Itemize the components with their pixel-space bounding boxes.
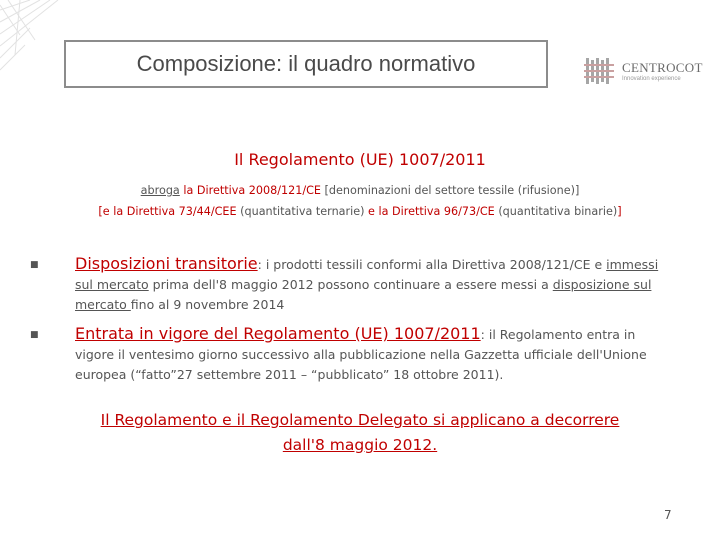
abroga-line-2 [0,201,720,222]
bullet-text: prima dell'8 maggio 2012 possono continuare a essere messi a [148,277,553,292]
bullet-entrata-in-vigore [75,324,675,385]
abroga-ternarie-note: (quantitativa ternarie) [236,205,369,218]
abroga-close-bracket: ] [617,205,622,218]
bullet-text: fino al 9 novembre 2014 [130,297,285,312]
square-bullet-icon: ■ [30,260,39,270]
final-line-2: dall'8 maggio 2012. [282,436,438,454]
final-line-1: Il Regolamento e il Regolamento Delegato si applicano a decorrere [100,411,620,429]
logo-name: CENTROCOT [622,60,703,75]
final-statement [40,408,680,458]
bullet-underlined: disposizione sul mercato [75,277,652,312]
logo-tagline: Innovation experience [622,76,681,82]
abroga-line-1 [0,180,720,201]
bullet-underlined: immessi sul mercato [75,257,659,292]
abroga-binarie-note: (quantitativa binarie) [494,205,618,218]
bullet-text: : i prodotti tessili conformi alla Direttiva 2008/121/CE e [257,257,607,272]
bullet-text: : il Regolamento entra in vigore il ventesimo giorno successivo alla pubblicazione nella Gazzetta ufficiale dell'Unione europea (“fatto”27 settembre 2011 – “pubblicato” 18 ottobre 2011). [75,327,647,382]
bullet-transitorie [75,254,675,315]
regulation-title: Il Regolamento (UE) 1007/2011 [234,150,486,169]
directive-2008-121: la Direttiva 2008/121/CE [179,184,321,197]
abroga-block [0,180,720,222]
centrocot-logo [584,56,703,86]
directive-73-44: e la Direttiva 73/44/CEE [102,205,237,218]
bullet-heading: Disposizioni transitorie [75,254,258,273]
corner-decoration [0,0,60,80]
centrocot-logo-mark-icon [584,56,618,86]
abroga-verb: abroga [140,184,180,197]
page-number: 7 [664,508,672,522]
bullet-heading: Entrata in vigore del Regolamento (UE) 1007/2011 [75,324,481,343]
abroga-open-bracket: [ [98,205,103,218]
abroga-line1-note: [denominazioni del settore tessile (rifusione)] [321,184,580,197]
square-bullet-icon: ■ [30,330,39,340]
page-title: Composizione: il quadro normativo [136,51,476,76]
directive-96-73: e la Direttiva 96/73/CE [368,205,495,218]
title-box [64,40,548,88]
